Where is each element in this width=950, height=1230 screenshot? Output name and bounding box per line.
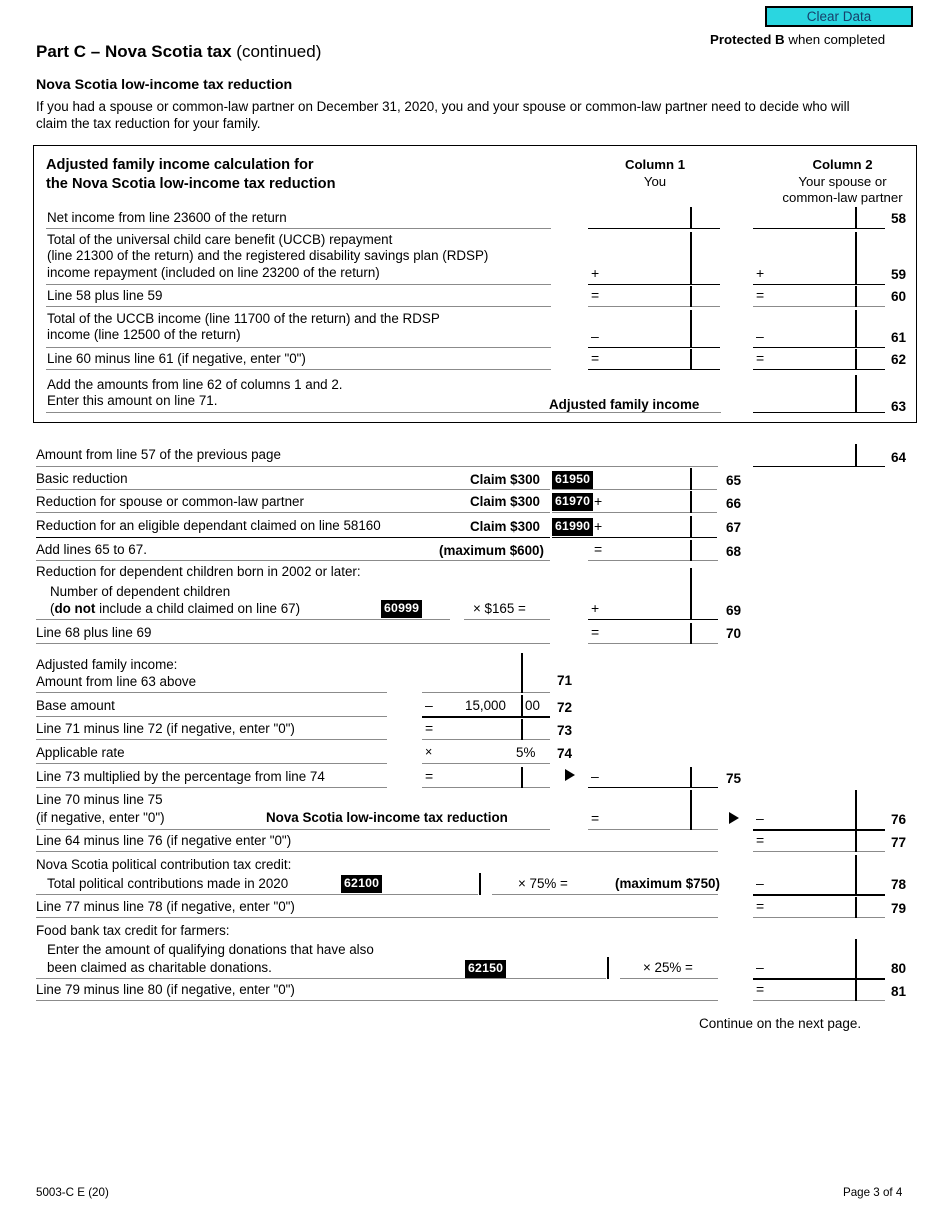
line-77-label-rule: [36, 851, 718, 852]
line-73-amount-rule: [422, 739, 550, 740]
line-69-count-rule: [36, 619, 450, 620]
line-60-col1-cents-divider: [690, 286, 692, 307]
adjusted-family-income-label: Adjusted family income: [549, 397, 700, 412]
line-65-claim-label: Claim $300: [470, 472, 540, 487]
line-67-operator: +: [594, 518, 603, 534]
line-78-label: Total political contributions made in 2020: [47, 876, 289, 891]
line-69-cents-divider: [690, 568, 692, 620]
line-59-col1-cents-divider: [690, 232, 692, 285]
line-67-claim-label: Claim $300: [470, 519, 540, 534]
line-number-65: 65: [726, 473, 742, 488]
field-code-62150[interactable]: 62150: [465, 960, 506, 978]
line-59-col2-operator: +: [756, 265, 765, 281]
line-number-74: 74: [557, 746, 573, 761]
line-76-right-operator: –: [756, 810, 764, 826]
line-61-label-rule: [46, 347, 551, 348]
line-75-right-operator: –: [591, 768, 599, 784]
line-80-donation-rule: [36, 978, 606, 979]
line-79-label: Line 77 minus line 78 (if negative, enter "0"): [36, 899, 295, 914]
line-62-label: Line 60 minus line 61 (if negative, enter "0"): [47, 351, 306, 366]
line-79-operator: =: [756, 898, 765, 914]
line-60-col1-rule: [588, 306, 720, 307]
line-68-cents-divider: [690, 540, 692, 561]
family-box-title-line1: Adjusted family income calculation for: [46, 157, 314, 173]
line-80-label-line2: been claimed as charitable donations.: [47, 960, 272, 975]
line-69-operator: +: [591, 600, 600, 616]
line-number-76: 76: [891, 812, 907, 827]
line-number-61: 61: [891, 330, 907, 345]
line-80-cents-divider: [855, 939, 857, 979]
line-62-col1-operator: =: [591, 350, 600, 366]
line-61-label: [47, 311, 567, 344]
line-63-label-rule: [46, 412, 721, 413]
line-61-col1-cents-divider: [690, 310, 692, 348]
line-59-label-rule: [46, 284, 551, 285]
line-58-col2-cents-divider: [855, 207, 857, 229]
line-75-cents-divider: [521, 767, 523, 788]
line-69-amount-rule: [588, 619, 718, 620]
line-number-63: 63: [891, 399, 907, 414]
line-74-rate: 5%: [516, 745, 536, 760]
field-code-61990[interactable]: 61990: [552, 518, 593, 536]
line-79-amount-rule: [753, 917, 885, 918]
column-2-subtitle-line1: Your spouse or: [798, 173, 887, 189]
line-80-multiplier: × 25% =: [643, 960, 693, 975]
line-76-label-rule: [36, 829, 550, 830]
line-63-label-line1: Add the amounts from line 62 of columns 1 and 2.: [47, 377, 343, 392]
line-71-label-line1: Adjusted family income:: [36, 657, 178, 672]
line-59-label-line2: (line 21300 of the return) and the registered disability savings plan (RDSP): [47, 248, 489, 264]
line-78-amount-rule: [753, 894, 885, 896]
line-71-cents-divider: [521, 653, 523, 693]
line-69-multiplier-rule: [464, 619, 550, 620]
line-81-label: Line 79 minus line 80 (if negative, enter "0"): [36, 982, 295, 997]
line-81-cents-divider: [855, 980, 857, 1001]
line-64-cents-divider: [855, 444, 857, 467]
line-78-cents-divider: [855, 855, 857, 895]
line-number-77: 77: [891, 835, 907, 850]
line-65-amount-rule: [552, 489, 717, 490]
line-81-amount-rule: [753, 1000, 885, 1001]
line-74-operator: ×: [425, 745, 433, 759]
page-title-rest: (continued): [231, 42, 322, 61]
line-58-col1-rule: [588, 228, 720, 229]
line-60-col2-operator: =: [756, 287, 765, 303]
section-intro-text: If you had a spouse or common-law partner on December 31, 2020, you and your spouse or common-law partner need to decide who will claim the tax reduction for your family.: [36, 99, 850, 131]
line-70-amount-rule: [588, 643, 718, 644]
line-number-71: 71: [557, 673, 573, 688]
line-62-label-rule: [46, 369, 551, 370]
line-80-intro: Food bank tax credit for farmers:: [36, 923, 230, 938]
line-72-amount-rule: [422, 716, 550, 718]
line-80-label-line1: Enter the amount of qualifying donations that have also: [47, 942, 374, 957]
line-number-68: 68: [726, 544, 742, 559]
line-72-base-cents: 00: [525, 698, 540, 713]
column-1-subtitle: You: [643, 173, 667, 189]
line-62-col2-operator: =: [756, 350, 765, 366]
line-61-col1-rule: [588, 347, 720, 348]
line-74-label: Applicable rate: [36, 745, 125, 760]
line-number-81: 81: [891, 984, 907, 999]
line-76-right-cents-divider: [855, 790, 857, 830]
line-78-multiplier-rule: [492, 894, 718, 895]
line-75-operator: =: [425, 768, 434, 784]
line-64-label-rule: [36, 466, 718, 467]
clear-data-button[interactable]: [765, 6, 913, 27]
line-59-label: [47, 232, 577, 281]
line-69-label-rest: include a child claimed on line 67): [95, 601, 301, 616]
line-74-rate-rule: [422, 763, 550, 764]
line-69-intro: Reduction for dependent children born in 2002 or later:: [36, 564, 361, 579]
line-65-label: Basic reduction: [36, 471, 128, 486]
line-80-operator: –: [756, 959, 764, 975]
column-2-title: Column 2: [812, 157, 873, 172]
line-78-contrib-rule: [36, 894, 478, 895]
line-number-67: 67: [726, 520, 742, 535]
line-59-col2-cents-divider: [855, 232, 857, 285]
line-number-75: 75: [726, 771, 742, 786]
line-58-label-rule: [46, 228, 551, 229]
line-67-label: Reduction for an eligible dependant claimed on line 58160: [36, 518, 381, 533]
line-number-62: 62: [891, 352, 907, 367]
line-61-label-line2: income (line 12500 of the return): [47, 327, 241, 343]
line-77-cents-divider: [855, 831, 857, 852]
line-number-64: 64: [891, 450, 907, 465]
line-number-80: 80: [891, 961, 907, 976]
family-box-title-line2: the Nova Scotia low-income tax reduction: [46, 175, 336, 192]
family-box-title: [46, 156, 336, 194]
line-76-left-amount-rule: [588, 829, 718, 830]
line-60-col2-rule: [753, 306, 885, 307]
field-code-60999[interactable]: 60999: [381, 600, 422, 618]
line-73-operator: =: [425, 720, 434, 736]
line-62-col1-rule: [588, 369, 720, 370]
line-60-col2-cents-divider: [855, 286, 857, 307]
line-66-amount-rule: [552, 512, 717, 513]
protected-b-rest: when completed: [784, 32, 886, 47]
line-75-label: Line 73 multiplied by the percentage from line 74: [36, 769, 325, 784]
field-code-61970[interactable]: 61970: [552, 493, 593, 511]
line-76-right-amount-rule: [753, 829, 885, 831]
line-63-col2-cents-divider: [855, 375, 857, 413]
line-65-label-rule: [36, 489, 550, 490]
line-72-cents-divider: [521, 695, 523, 717]
line-61-col1-operator: –: [591, 328, 599, 344]
line-61-label-line1: Total of the UCCB income (line 11700 of the return) and the RDSP: [47, 311, 440, 326]
line-70-label-rule: [36, 643, 550, 644]
line-number-58: 58: [891, 211, 907, 226]
line-69-multiplier: × $165 =: [473, 601, 526, 616]
line-76-label-line1: Line 70 minus line 75: [36, 792, 163, 807]
line-69-paren-open: (: [50, 601, 55, 616]
line-78-intro: Nova Scotia political contribution tax credit:: [36, 857, 292, 872]
line-71-label-rule: [36, 692, 387, 693]
line-66-claim-label: Claim $300: [470, 494, 540, 509]
line-58-col1-cents-divider: [690, 207, 692, 229]
line-76-cents-divider: [690, 790, 692, 830]
line-68-operator: =: [594, 541, 603, 557]
line-67-label-rule: [36, 537, 550, 538]
carry-forward-arrow-icon-2: [729, 812, 739, 824]
page-title-bold: Part C – Nova Scotia tax: [36, 42, 232, 61]
line-number-70: 70: [726, 626, 742, 641]
carry-forward-arrow-icon: [565, 769, 575, 781]
line-78-operator: –: [756, 875, 764, 891]
line-61-col2-cents-divider: [855, 310, 857, 348]
line-80-multiplier-rule: [620, 978, 718, 979]
form-id: 5003-C E (20): [36, 1186, 109, 1199]
line-number-69: 69: [726, 603, 742, 618]
line-59-col1-operator: +: [591, 265, 600, 281]
line-62-col1-cents-divider: [690, 349, 692, 370]
line-60-col1-operator: =: [591, 287, 600, 303]
line-64-amount-rule: [753, 466, 885, 467]
column-1-header: [600, 157, 710, 190]
line-72-label: Base amount: [36, 698, 115, 713]
line-number-59: 59: [891, 267, 907, 282]
line-78-contrib-cents-divider: [479, 873, 481, 895]
line-70-label: Line 68 plus line 69: [36, 625, 152, 640]
column-2-header: [760, 157, 925, 207]
line-80-amount-rule: [753, 978, 885, 980]
line-63-col2-rule: [753, 412, 885, 413]
line-76-label-line2: (if negative, enter "0"): [36, 810, 165, 825]
line-73-cents-divider: [521, 719, 523, 740]
line-72-label-rule: [36, 716, 387, 717]
column-2-subtitle-line2: common-law partner: [782, 190, 903, 205]
protected-b-notice: [710, 32, 885, 48]
page-number: Page 3 of 4: [843, 1186, 903, 1199]
line-69-do-not-bold: do not: [54, 601, 96, 616]
line-58-col2-rule: [753, 228, 885, 229]
continue-notice: Continue on the next page.: [699, 1016, 862, 1031]
line-61-col2-operator: –: [756, 328, 764, 344]
line-75-left-amount-rule: [422, 787, 550, 788]
line-number-79: 79: [891, 901, 907, 916]
line-number-66: 66: [726, 496, 742, 511]
field-code-62100[interactable]: 62100: [341, 875, 382, 893]
line-59-col1-rule: [588, 284, 720, 285]
line-59-label-line1: Total of the universal child care benefit (UCCB) repayment: [47, 232, 393, 247]
line-65-cents-divider: [690, 468, 692, 490]
line-64-label: Amount from line 57 of the previous page: [36, 447, 281, 462]
line-66-label: Reduction for spouse or common-law partner: [36, 494, 304, 509]
line-73-label-rule: [36, 739, 387, 740]
line-62-col2-cents-divider: [855, 349, 857, 370]
line-81-label-rule: [36, 1000, 718, 1001]
line-60-label-rule: [46, 306, 551, 307]
line-68-maximum-label: (maximum $600): [439, 543, 544, 558]
line-71-amount-rule: [422, 692, 550, 693]
line-75-label-rule: [36, 787, 387, 788]
line-78-multiplier: × 75% =: [518, 876, 568, 891]
line-75-right-cents-divider: [690, 767, 692, 788]
line-number-72: 72: [557, 700, 573, 715]
field-code-61950[interactable]: 61950: [552, 471, 593, 489]
line-76-operator: =: [591, 810, 600, 826]
line-69-label-line1: Number of dependent children: [50, 584, 231, 599]
line-72-base-amount: 15,000: [465, 698, 506, 713]
line-80-donation-cents-divider: [607, 957, 609, 979]
line-70-cents-divider: [690, 623, 692, 644]
line-number-73: 73: [557, 723, 573, 738]
line-62-col2-rule: [753, 369, 885, 370]
protected-b-bold: Protected B: [710, 32, 785, 47]
line-74-label-rule: [36, 763, 387, 764]
line-67-amount-rule: [552, 537, 717, 538]
column-1-title: Column 1: [624, 157, 686, 172]
line-number-60: 60: [891, 289, 907, 304]
line-66-cents-divider: [690, 491, 692, 513]
line-76-bold-label: Nova Scotia low-income tax reduction: [266, 810, 508, 825]
line-75-right-amount-rule: [588, 787, 718, 788]
clear-data-label: Clear Data: [806, 8, 872, 24]
line-73-label: Line 71 minus line 72 (if negative, enter "0"): [36, 721, 295, 736]
line-59-label-line3: income repayment (included on line 23200 of the return): [47, 264, 380, 280]
line-63-label-line2: Enter this amount on line 71.: [47, 393, 218, 409]
line-61-col2-rule: [753, 347, 885, 348]
line-63-label: [47, 377, 527, 410]
line-71-label-line2: Amount from line 63 above: [36, 674, 197, 689]
line-72-operator: –: [425, 697, 433, 713]
line-79-cents-divider: [855, 897, 857, 918]
line-81-operator: =: [756, 981, 765, 997]
line-68-amount-rule: [588, 560, 718, 561]
line-number-78: 78: [891, 877, 907, 892]
line-60-label: Line 58 plus line 59: [47, 288, 163, 303]
line-79-label-rule: [36, 917, 718, 918]
line-67-cents-divider: [690, 516, 692, 538]
line-68-label: Add lines 65 to 67.: [36, 542, 147, 557]
line-66-label-rule: [36, 512, 550, 513]
line-78-maximum-label: (maximum $750): [615, 876, 720, 891]
line-77-operator: =: [756, 832, 765, 848]
line-66-operator: +: [594, 493, 603, 509]
line-69-label-line2: [50, 601, 300, 617]
line-77-amount-rule: [753, 851, 885, 852]
line-59-col2-rule: [753, 284, 885, 285]
line-58-label: Net income from line 23600 of the return: [47, 210, 287, 225]
line-70-operator: =: [591, 624, 600, 640]
line-68-label-rule: [36, 560, 550, 561]
page-title: [36, 42, 321, 62]
line-77-label: Line 64 minus line 76 (if negative enter "0"): [36, 833, 292, 848]
section-title: Nova Scotia low-income tax reduction: [36, 77, 293, 93]
